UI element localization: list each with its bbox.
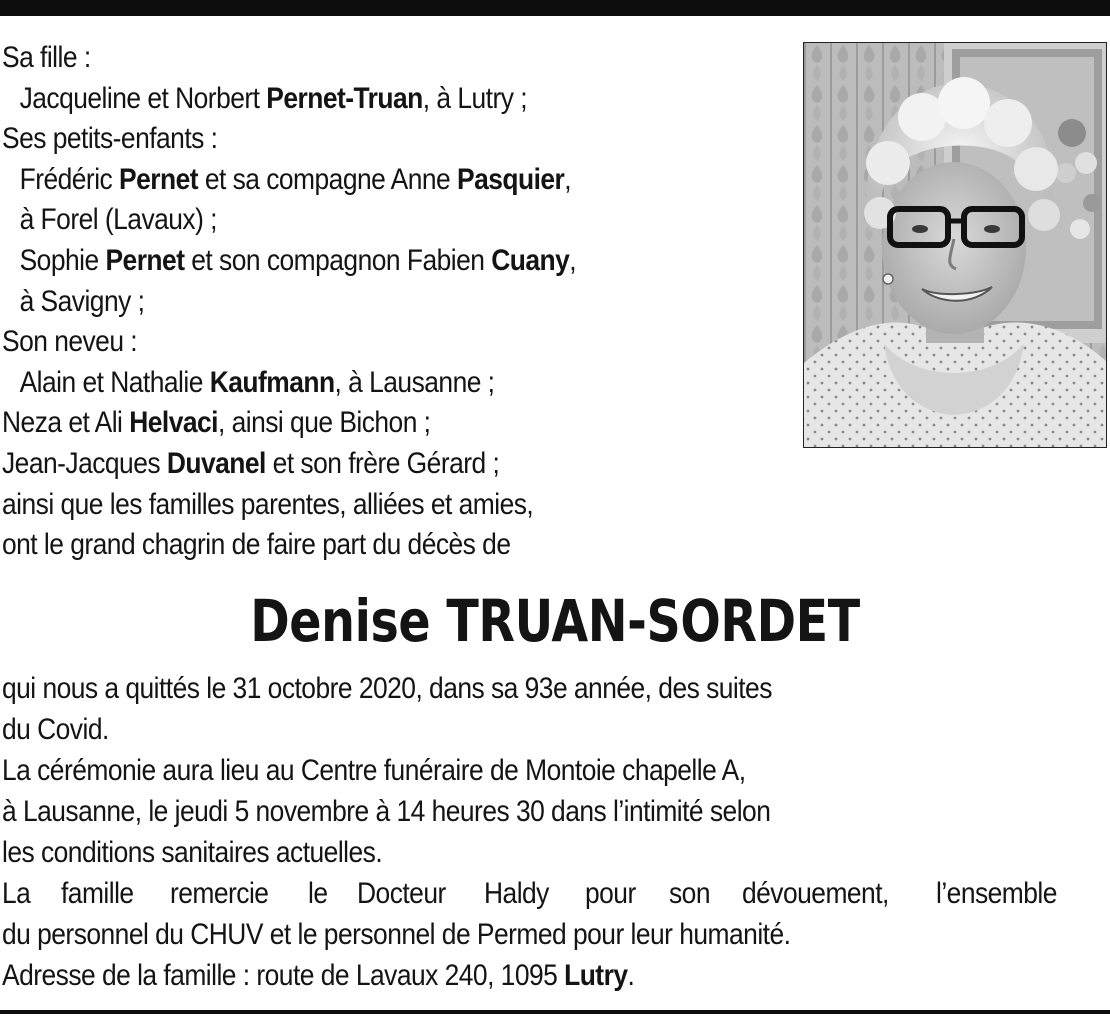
family-announcement (2, 38, 697, 566)
family-line: à Forel (Lavaux) ; (19, 203, 217, 237)
body-line: du Covid. (2, 713, 109, 746)
announcement-line: ont le grand chagrin de faire part du décès de (2, 528, 511, 562)
relation-heading: Sa fille : (2, 41, 91, 74)
relation-heading: Son neveu : (2, 325, 138, 359)
body-line: qui nous a quittés le 31 octobre 2020, dans sa 93e année, des suites (2, 672, 772, 705)
ceremony-line: les conditions sanitaires actuelles. (2, 836, 383, 869)
deceased-name: Denise TRUAN-SORDET (250, 587, 860, 655)
top-rule (0, 0, 1110, 16)
family-line: Sophie Pernet et son compagnon Fabien Cuany, (19, 243, 577, 277)
family-line: à Savigny ; (19, 284, 145, 318)
ceremony-line: La cérémonie aura lieu au Centre funéraire de Montoie chapelle A, (2, 754, 746, 787)
family-line: Alain et Nathalie Kaufmann, à Lausanne ; (19, 365, 495, 399)
relation-heading: Ses petits-enfants : (2, 122, 218, 156)
family-line: Frédéric Pernet et sa compagne Anne Pasquier, (19, 162, 572, 196)
family-line: Jean-Jacques Duvanel et son frère Gérard ; (2, 446, 500, 480)
bottom-rule (0, 1010, 1110, 1014)
thanks-line: La famille remercie le Docteur Haldy pour son dévouement, l’ensemble (2, 877, 1057, 910)
family-line: ainsi que les familles parentes, alliées et amies, (2, 487, 534, 521)
thanks-line: du personnel du CHUV et le personnel de Permed pour leur humanité. (2, 918, 791, 951)
portrait-image (804, 43, 1107, 448)
address-line: Adresse de la famille : route de Lavaux 240, 1095 Lutry. (2, 959, 635, 992)
ceremony-line: à Lausanne, le jeudi 5 novembre à 14 heures 30 dans l’intimité selon (2, 795, 771, 828)
family-line: Neza et Ali Helvaci, ainsi que Bichon ; (2, 406, 431, 440)
portrait-photo (803, 42, 1107, 448)
notice-body (2, 668, 1108, 996)
family-line: Jacqueline et Norbert Pernet-Truan, à Lutry ; (19, 81, 528, 115)
